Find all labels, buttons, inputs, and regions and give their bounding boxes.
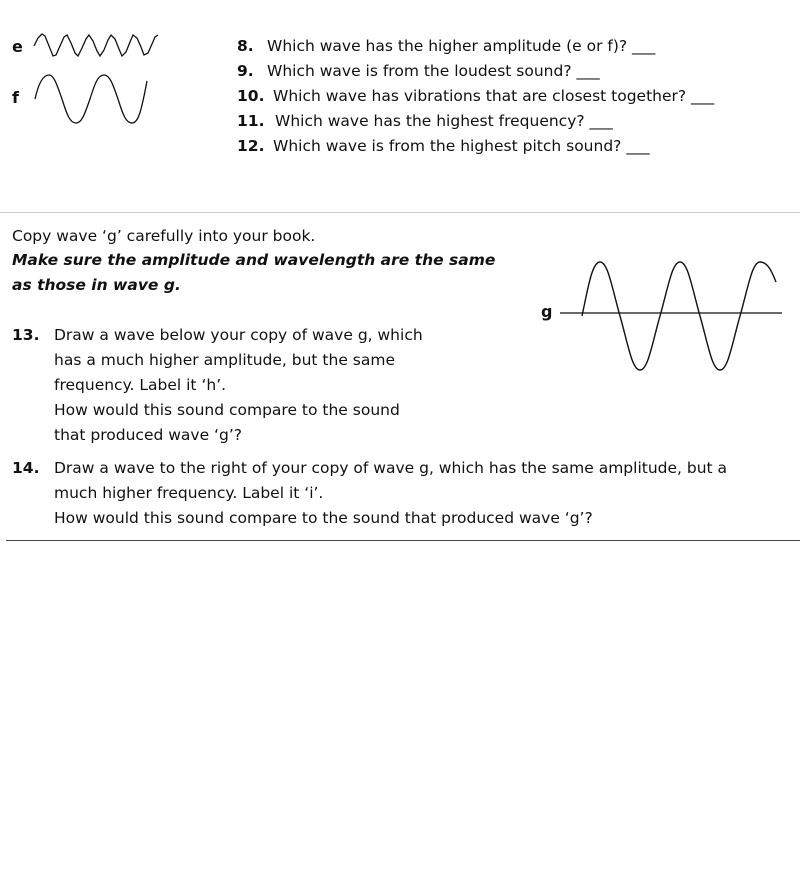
question-13-line-5: that produced wave ‘g’? — [54, 426, 242, 444]
question-text: Which wave has the higher amplitude (e or f)? ___ — [267, 37, 656, 55]
emphasis-line-1: Make sure the amplitude and wavelength are the same — [12, 251, 496, 269]
question-14-line-2: much higher frequency. Label it ‘i’. — [54, 484, 324, 502]
question-13-line-1: Draw a wave below your copy of wave g, which — [54, 326, 423, 344]
question-text: Which wave has the highest frequency? ___ — [275, 112, 613, 130]
question-13 — [12, 323, 423, 348]
wave-e-diagram — [34, 34, 158, 58]
question-11 — [237, 109, 613, 134]
question-number: 14. — [12, 459, 40, 477]
question-14-line-1: Draw a wave to the right of your copy of wave g, which has the same amplitude, but a — [54, 459, 728, 477]
question-9 — [237, 59, 600, 84]
question-number: 10. — [237, 87, 265, 105]
question-number: 13. — [12, 326, 40, 344]
instruction-text: Copy wave ‘g’ carefully into your book. — [12, 227, 316, 245]
question-13-line-2: has a much higher amplitude, but the same — [54, 351, 395, 369]
question-14 — [12, 456, 727, 481]
wave-f-label: f — [12, 88, 19, 107]
section-divider — [0, 212, 800, 213]
question-number: 8. — [237, 37, 254, 55]
question-10 — [237, 84, 714, 109]
question-8 — [237, 34, 655, 59]
wave-e-label: e — [12, 37, 23, 56]
question-14-line-3: How would this sound compare to the sound that produced wave ‘g’? — [54, 509, 593, 527]
question-number: 11. — [237, 112, 265, 130]
question-text: Which wave has vibrations that are closest together? ___ — [273, 87, 715, 105]
wave-g-diagram — [560, 258, 784, 374]
question-13-line-4: How would this sound compare to the sound — [54, 401, 400, 419]
question-text: Which wave is from the highest pitch sound? ___ — [273, 137, 650, 155]
emphasis-line-2: as those in wave g. — [12, 276, 181, 294]
wave-g-label: g — [541, 302, 553, 321]
question-12 — [237, 134, 650, 159]
wave-f-diagram — [35, 73, 147, 125]
section-divider — [6, 540, 800, 541]
question-13-line-3: frequency. Label it ‘h’. — [54, 376, 227, 394]
question-number: 9. — [237, 62, 254, 80]
question-text: Which wave is from the loudest sound? ___ — [267, 62, 600, 80]
question-number: 12. — [237, 137, 265, 155]
